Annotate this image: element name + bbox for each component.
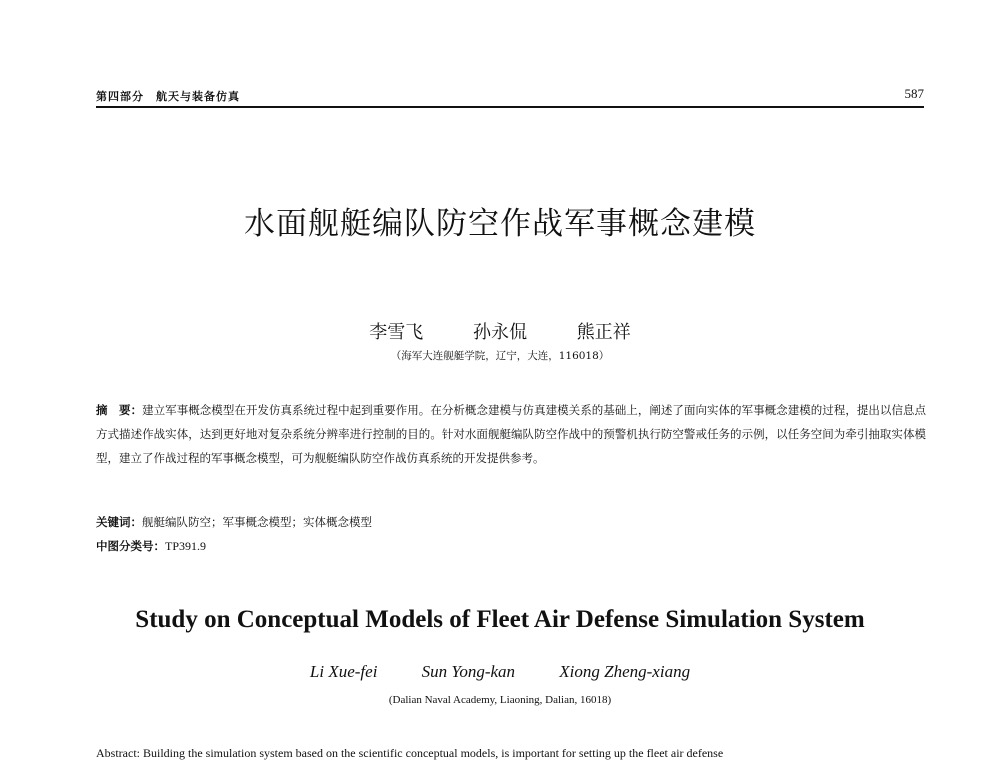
abstract-cn-label: 摘 要： bbox=[96, 403, 143, 417]
page-number: 587 bbox=[904, 86, 924, 101]
author-cn-3: 熊正祥 bbox=[576, 322, 631, 343]
clc-value: TP391.9 bbox=[165, 539, 207, 553]
author-en-2: Sun Yong-kan bbox=[421, 662, 516, 681]
clc-label: 中图分类号： bbox=[96, 539, 165, 553]
running-header bbox=[96, 84, 924, 108]
author-en-3: Xiong Zheng-xiang bbox=[559, 662, 691, 681]
author-cn-2: 孙永侃 bbox=[473, 322, 527, 343]
author-en-1: Li Xue-fei bbox=[309, 662, 378, 681]
chinese-affiliation: （海军大连舰艇学院，辽宁，大连，116018） bbox=[390, 350, 610, 362]
english-title: Study on Conceptual Models of Fleet Air Defense Simulation System bbox=[135, 606, 865, 633]
header-section-title: 第四部分 航天与装备仿真 bbox=[96, 90, 240, 103]
author-cn-1: 李雪飞 bbox=[369, 322, 424, 343]
keywords-label: 关键词： bbox=[96, 515, 142, 529]
chinese-title: 水面舰艇编队防空作战军事概念建模 bbox=[244, 206, 756, 242]
keywords-text: 舰艇编队防空；军事概念模型；实体概念模型 bbox=[142, 515, 372, 529]
english-affiliation: (Dalian Naval Academy, Liaoning, Dalian, 16018) bbox=[388, 694, 612, 706]
chinese-abstract bbox=[96, 398, 926, 470]
abstract-cn-text: 建立军事概念模型在开发仿真系统过程中起到重要作用。在分析概念建模与仿真建模关系的基础上，阐述了面向实体的军事概念建模的过程，提出以信息点方式描述作战实体，达到更好地对复杂系统分辨率进行控制的目的。针对水面舰艇编队防空作战中的预警机执行防空警戒任务的示例，以任务空间为牵引抽取实体模型，建立了作战过程的军事概念模型，可为舰艇编队防空作战仿真系统的开发提供参考。 bbox=[96, 403, 927, 465]
english-abstract: Abstract: Building the simulation system based on the scientific conceptual models, is important for setting up the fleet air defense bbox=[96, 746, 724, 760]
english-authors bbox=[0, 662, 1000, 682]
classification-number bbox=[96, 538, 926, 554]
chinese-authors bbox=[0, 318, 1000, 344]
keywords bbox=[96, 514, 926, 530]
